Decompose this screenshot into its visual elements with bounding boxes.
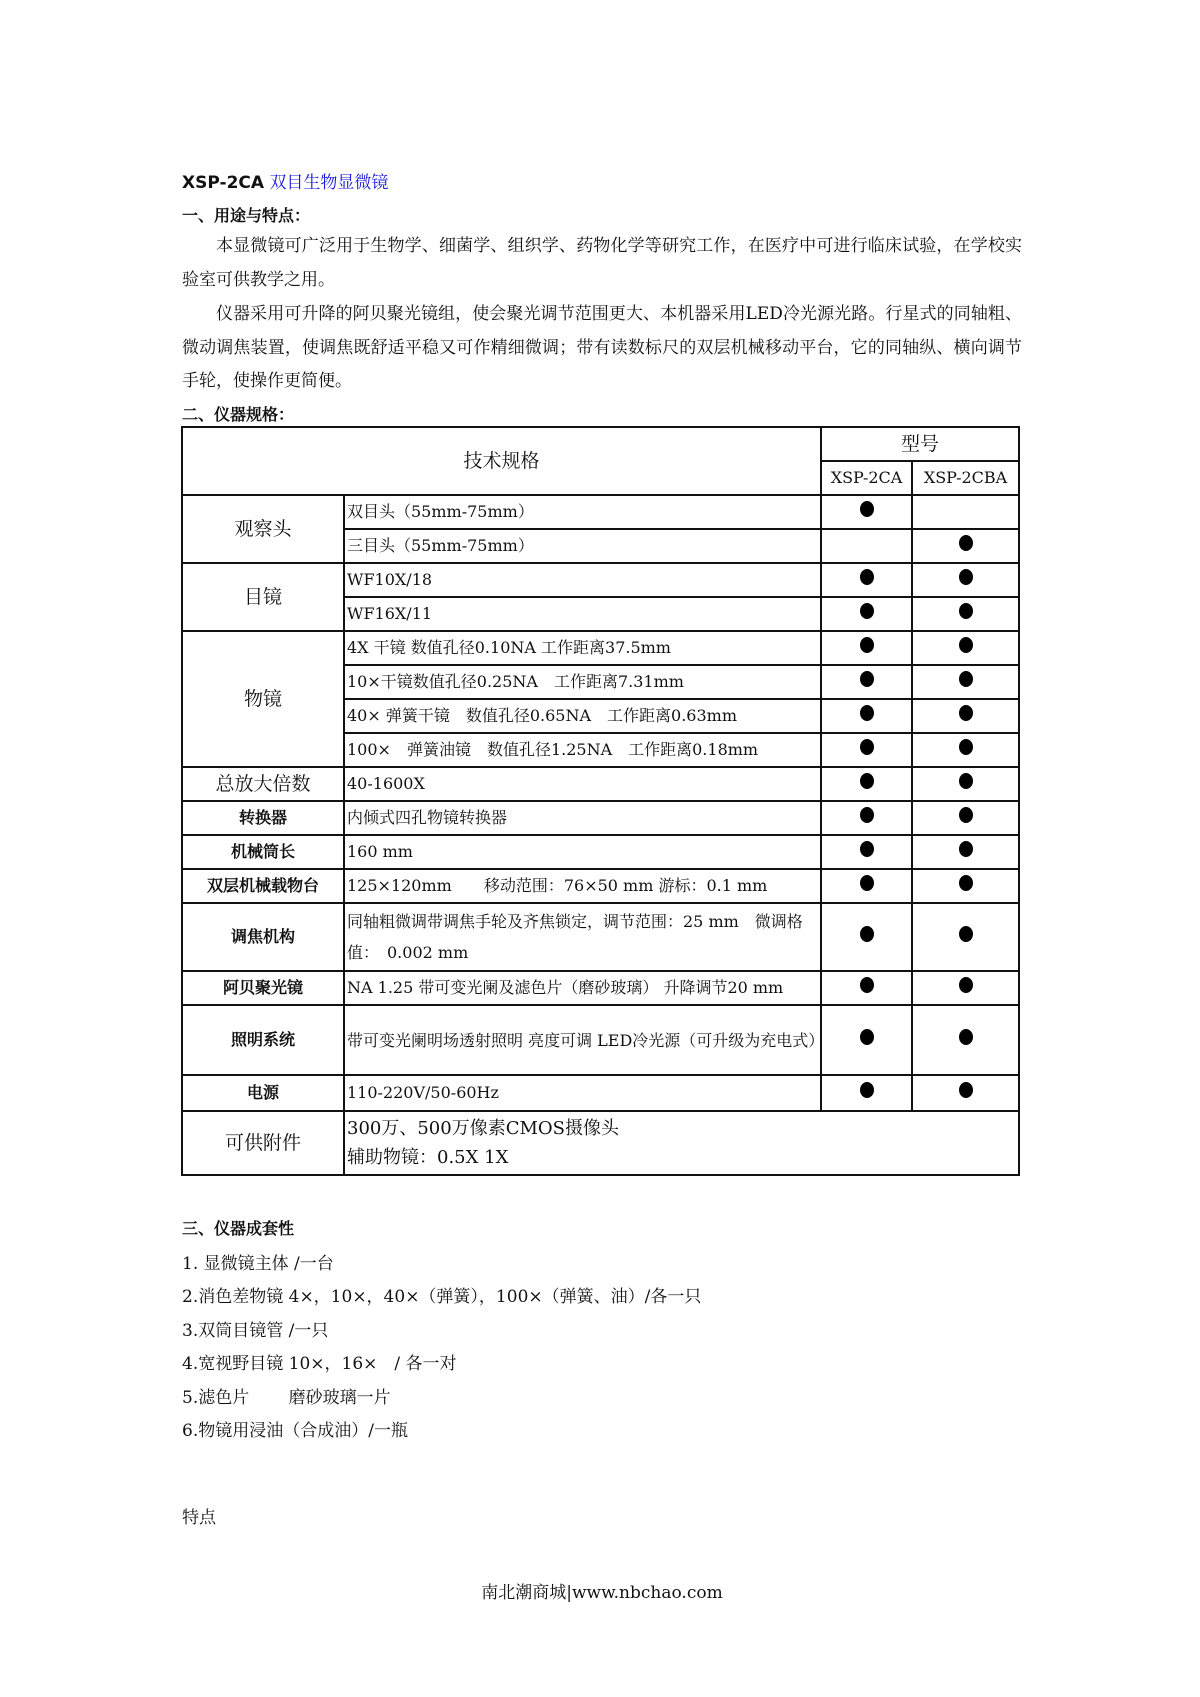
spec-row [182,801,1019,835]
filled-dot-icon [860,977,874,993]
model-availability-m2 [912,495,1019,529]
spec-row [182,971,1019,1005]
spec-value: 40× 弹簧干镜 数值孔径0.65NA 工作距离0.63mm [344,699,821,733]
parts-item: 5.滤色片 磨砂玻璃一片 [182,1387,391,1408]
product-name: 双目生物显微镜 [269,173,389,193]
model-availability-m2 [912,563,1019,597]
model-availability-m2 [912,631,1019,665]
filled-dot-icon [860,875,874,891]
model-availability-m2 [912,801,1019,835]
spec-value: 10×干镜数值孔径0.25NA 工作距离7.31mm [344,665,821,699]
model-availability-m1 [821,631,912,665]
spec-row [182,495,1019,529]
spec-value: 160 mm [344,835,821,869]
model-availability-m1 [821,1005,912,1075]
spec-row [182,563,1019,597]
model-availability-m1 [821,835,912,869]
spec-value: 110-220V/50-60Hz [344,1075,821,1111]
filled-dot-icon [959,1082,973,1098]
parts-item: 2.消色差物镜 4×，10×，40×（弹簧），100×（弹簧、油）/各一只 [182,1287,702,1308]
model-availability-m1 [821,563,912,597]
parts-item: 3.双筒目镜管 /一只 [182,1320,329,1341]
filled-dot-icon [860,501,874,517]
spec-category: 阿贝聚光镜 [182,971,344,1005]
document-title [182,168,388,193]
model-availability-m1 [821,1075,912,1111]
filled-dot-icon [860,705,874,721]
model-availability-m2 [912,767,1019,801]
features-label: 特点 [182,1508,216,1528]
model-availability-m2 [912,699,1019,733]
parts-list [182,1248,701,1448]
filled-dot-icon [959,739,973,755]
filled-dot-icon [860,1082,874,1098]
spec-value: 带可变光阑明场透射照明 亮度可调 LED冷光源（可升级为充电式） [344,1005,821,1075]
filled-dot-icon [860,841,874,857]
spec-value: 内倾式四孔物镜转换器 [344,801,821,835]
model-availability-m1 [821,597,912,631]
filled-dot-icon [860,1029,874,1045]
filled-dot-icon [959,807,973,823]
model-availability-m2 [912,597,1019,631]
filled-dot-icon [860,807,874,823]
filled-dot-icon [959,875,973,891]
filled-dot-icon [959,637,973,653]
accessory-line: 辅助物镜：0.5X 1X [347,1147,509,1168]
section1-heading: 一、用途与特点： [182,206,311,225]
model-availability-m2 [912,971,1019,1005]
model-availability-m2 [912,733,1019,767]
model-availability-m1 [821,529,912,563]
parts-item: 6.物镜用浸油（合成油）/一瓶 [182,1421,408,1442]
filled-dot-icon [959,603,973,619]
model-availability-m1 [821,733,912,767]
filled-dot-icon [959,1029,973,1045]
spec-category: 总放大倍数 [182,767,344,801]
spec-category: 调焦机构 [182,903,344,971]
spec-row [182,1075,1019,1111]
section1-para1: 本显微镜可广泛用于生物学、细菌学、组织学、药物化学等研究工作，在医疗中可进行临床试验，在学校实验室可供教学之用。 [182,236,1022,290]
spec-table [181,426,1020,1176]
model-code: XSP-2CA [182,173,265,193]
spec-value: WF10X/18 [344,563,821,597]
model-availability-m2 [912,903,1019,971]
spec-value: NA 1.25 带可变光阑及滤色片（磨砂玻璃） 升降调节20 mm [344,971,821,1005]
spec-value: 4X 干镜 数值孔径0.10NA 工作距离37.5mm [344,631,821,665]
spec-category: 照明系统 [182,1005,344,1075]
section1-para2: 仪器采用可升降的阿贝聚光镜组，使会聚光调节范围更大、本机器采用LED冷光源光路。行星式的同轴粗、微动调焦装置，使调焦既舒适平稳又可作精细微调；带有读数标尺的双层机械移动平台，它的同轴纵、横向调节手轮，使操作更简便。 [182,304,1022,392]
spec-category: 电源 [182,1075,344,1111]
spec-value: 同轴粗微调带调焦手轮及齐焦锁定，调节范围：25 mm 微调格值： 0.002 mm [344,903,821,971]
filled-dot-icon [860,569,874,585]
model-availability-m2 [912,835,1019,869]
spec-value: 三目头（55mm-75mm） [344,529,821,563]
filled-dot-icon [860,671,874,687]
filled-dot-icon [959,535,973,551]
filled-dot-icon [860,603,874,619]
model-availability-m1 [821,801,912,835]
filled-dot-icon [959,841,973,857]
model-availability-m1 [821,971,912,1005]
filled-dot-icon [959,569,973,585]
model-availability-m1 [821,767,912,801]
spec-row [182,835,1019,869]
filled-dot-icon [860,926,874,942]
spec-value: 100× 弹簧油镜 数值孔径1.25NA 工作距离0.18mm [344,733,821,767]
spec-value: WF16X/11 [344,597,821,631]
model-availability-m2 [912,1005,1019,1075]
parts-item: 4.宽视野目镜 10×，16× / 各一对 [182,1354,457,1375]
spec-row [182,903,1019,971]
spec-category: 目镜 [182,563,344,631]
spec-row [182,767,1019,801]
model-availability-m1 [821,699,912,733]
model-availability-m2 [912,529,1019,563]
section2-heading: 二、仪器规格： [182,405,295,424]
spec-value: 125×120mm 移动范围：76×50 mm 游标：0.1 mm [344,869,821,903]
spec-row [182,631,1019,665]
model-availability-m1 [821,665,912,699]
model-col-1: XSP-2CA [821,461,912,495]
filled-dot-icon [860,773,874,789]
spec-category: 双层机械载物台 [182,869,344,903]
section3-heading: 三、仪器成套性 [182,1219,295,1238]
filled-dot-icon [959,705,973,721]
model-availability-m2 [912,665,1019,699]
spec-value: 40-1600X [344,767,821,801]
model-header: 型号 [821,427,1019,461]
model-availability-m1 [821,869,912,903]
spec-row [182,1005,1019,1075]
parts-item: 1. 显微镜主体 /一台 [182,1254,334,1274]
model-col-2: XSP-2CBA [912,461,1019,495]
model-availability-m2 [912,869,1019,903]
model-availability-m1 [821,495,912,529]
spec-category: 物镜 [182,631,344,767]
accessories-label: 可供附件 [182,1111,344,1175]
filled-dot-icon [860,739,874,755]
accessory-line: 300万、500万像素CMOS摄像头 [347,1118,620,1139]
filled-dot-icon [860,637,874,653]
spec-header: 技术规格 [182,427,821,495]
model-availability-m2 [912,1075,1019,1111]
spec-category: 观察头 [182,495,344,563]
model-availability-m1 [821,903,912,971]
filled-dot-icon [959,773,973,789]
footer: 南北潮商城|www.nbchao.com [481,1583,723,1603]
spec-row [182,869,1019,903]
spec-value: 双目头（55mm-75mm） [344,495,821,529]
filled-dot-icon [959,926,973,942]
filled-dot-icon [959,977,973,993]
spec-category: 机械筒长 [182,835,344,869]
filled-dot-icon [959,671,973,687]
spec-category: 转换器 [182,801,344,835]
